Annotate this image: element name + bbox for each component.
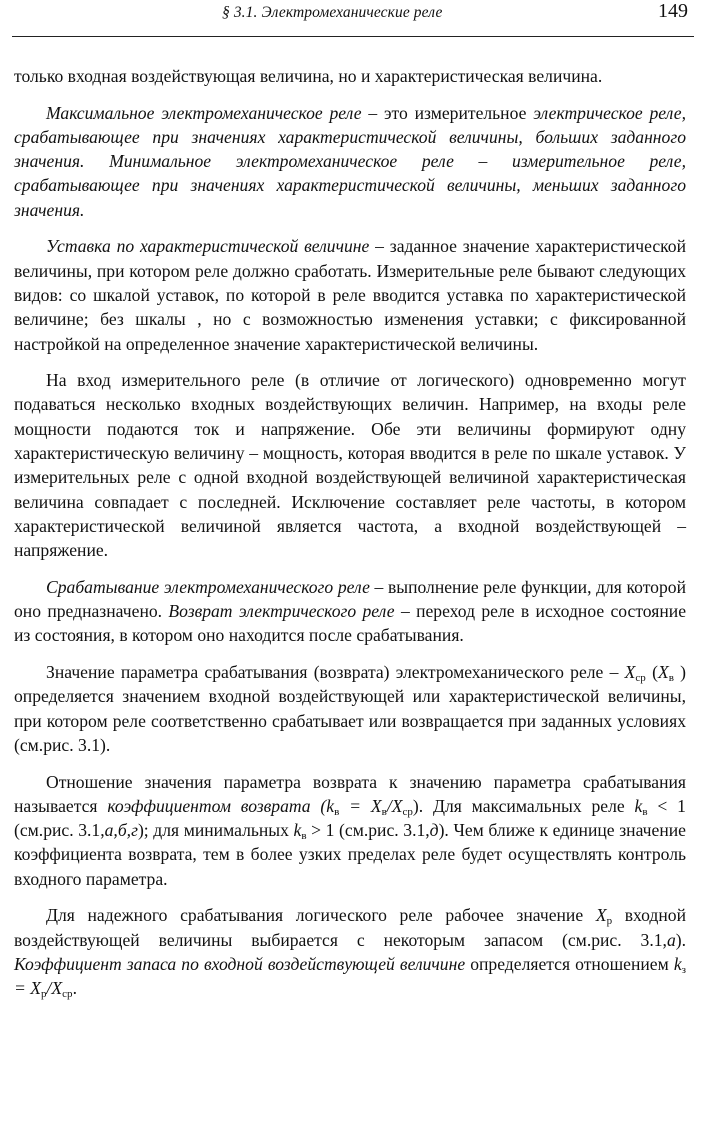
term: электрическое реле, срабатывающее при значениях характеристической величины, больших заданного значения. — [14, 102, 686, 172]
paragraph: Значение параметра срабатывания (возврата) электромеханического реле – $X_{ср}$ ($X_в$ ) определяется значением входной воздействующей или характеристической величины, при котором реле соответственно срабатывает или возвращается при заданных условиях (см.рис. 3.1). — [14, 662, 687, 755]
paragraph: только входная воздействующая величина, но и характеристическая величина. — [14, 66, 603, 86]
paragraph: Максимальное электромеханическое реле – это измерительное электрическое реле, срабатывающее при значениях характеристической величины, больших заданного значения. Минимальное электромеханическое реле – измерительное реле, срабатывающее при значениях характеристической величины, меньших заданного значения. — [14, 102, 686, 220]
paragraph: Для надежного срабатывания логического реле рабочее значение $X_р$ входной воздействующей величины выбирается с некоторым запасом (см.рис. 3.1,а). Коэффициент запаса по входной воздействующей величине определяется отношением $k_з = X_р/X_{ср}$. — [14, 905, 687, 1001]
term: Срабатывание электромеханического реле — [46, 576, 370, 597]
term: Минимальное электромеханическое реле – измерительное реле, срабатывающее при значениях характеристической величины, меньших заданного значения. — [14, 151, 686, 220]
paragraph: Срабатывание электромеханического реле – выполнение реле функции, для которой оно предназначено. Возврат электрического реле – переход реле в исходное состояние из состояния, в котором оно находится после срабатывания. — [14, 576, 686, 646]
term: коэффициентом возврата — [107, 795, 311, 816]
term: Максимальное электромеханическое реле — [46, 102, 362, 123]
term: Коэффициент запаса по входной воздействующей величине — [14, 953, 466, 974]
paragraph: На вход измерительного реле (в отличие от логического) одновременно могут подаваться несколько входных воздействующих величин. Например, на входы реле мощности подаются ток и напряжение. Обе эти величины формируют одну характеристическую величину – мощность, которая вводится в реле по шкале уставок. У измерительных реле с одной входной воздействующей величиной характеристическая величина совпадает с последней. Исключение составляет реле частоты, в котором характеристической величиной является частота, а входной воздействующей – напряжение. — [14, 370, 686, 561]
paragraph: Отношение значения параметра возврата к значению параметра срабатывания называется коэффициентом возврата $(k_в = X_в/X_{ср})$. Для максимальных реле $k_в < 1$ (см.рис. 3.1,а,б,г); для минимальных $k_в > 1$ (см.рис. 3.1,д). Чем ближе к единице значение коэффициента возврата, тем в более узких пределах реле будет осуществлять контроль входного параметра. — [14, 771, 686, 889]
term: Уставка по характеристической величине — [46, 236, 370, 257]
section-title: § 3.1. Электромеханические реле — [222, 4, 443, 21]
page-number: 149 — [658, 0, 688, 22]
running-head — [12, 0, 694, 37]
paragraph: Уставка по характеристической величине – заданное значение характеристической величины, при котором реле должно сработать. Измерительные реле бывают следующих видов: со шкалой уставок, по которой в реле вводится уставка по характеристической величине; без шкалы , но с возможностью изменения уставки; с фиксированной настройкой на определенное значение характеристической величины. — [14, 236, 686, 354]
term: Возврат электрического реле — [168, 601, 395, 622]
body-text — [14, 64, 686, 1013]
